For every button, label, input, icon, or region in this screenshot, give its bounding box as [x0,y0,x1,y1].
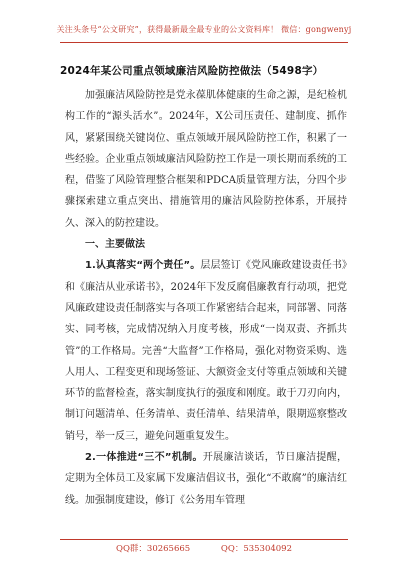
item-2-lead: 2.一体推进“三不”机制。 [85,452,203,464]
item-1-paragraph [65,255,347,447]
item-1-lead: 1.认真落实“两个责任”。 [85,260,201,272]
item-2-paragraph [65,447,347,511]
footer-contact [60,539,348,554]
item-2-body: 开展廉洁谈话，节日廉洁提醒，定期为全体员工及家属下发廉洁倡议书，强化“不敢腐”的廉洁红线。加强制度建设，修订《公务用车管理 [65,452,348,506]
intro-paragraph: 加强廉洁风险防控是党永葆肌体健康的生命之源，是纪检机构工作的“源头活水”。2024年，X公司压责任、建制度、抓作风，紧紧围绕关键岗位、重点领域开展风险防控工作，积累了一些经验。企业重点领域廉洁风险防控工作是一项长期而系统的工程，借鉴了风险管理整合框架和PDCA质量管理方法，分四个步骤探索建立重点突出、措施管用的廉洁风险防控体系，开展持久、深入的防控建设。 [65,90,347,229]
document-title: 2024年某公司重点领域廉洁风险防控做法（5498字） [60,65,324,77]
document-body [65,85,347,511]
footer-qq-group: QQ群：30265665 [115,544,191,554]
item-1-body: 层层签订《党风廉政建设责任书》和《廉洁从业承诺书》，2024年下发反腐倡廉教育行动项，把党风廉政建设责任制落实与各项工作紧密结合起来，同部署、同落实、同考核，完成情况纳入月度考核，形成“一岗双责、齐抓共管”的工作格局。完善“大监督”工作格局，强化对物资采购、选人用人、工程变更和现场签证、大额资金支付等重点领域和关键环节的监督检查，落实制度执行的强度和刚度。敢于刀刃向内，制订问题清单、任务清单、责任清单、结果清单，限期巡察整改销号，举一反三，避免问题重复发生。 [65,260,348,442]
footer-qq-number: QQ：535304092 [220,544,292,554]
section-heading-main-practices: 一、主要做法 [85,239,145,251]
header-promo-note: 关注头条号“公文研究”，获得最新最全最专业的公文资料库！ 微信：gongwenyj [56,25,352,34]
header-divider [60,42,348,43]
